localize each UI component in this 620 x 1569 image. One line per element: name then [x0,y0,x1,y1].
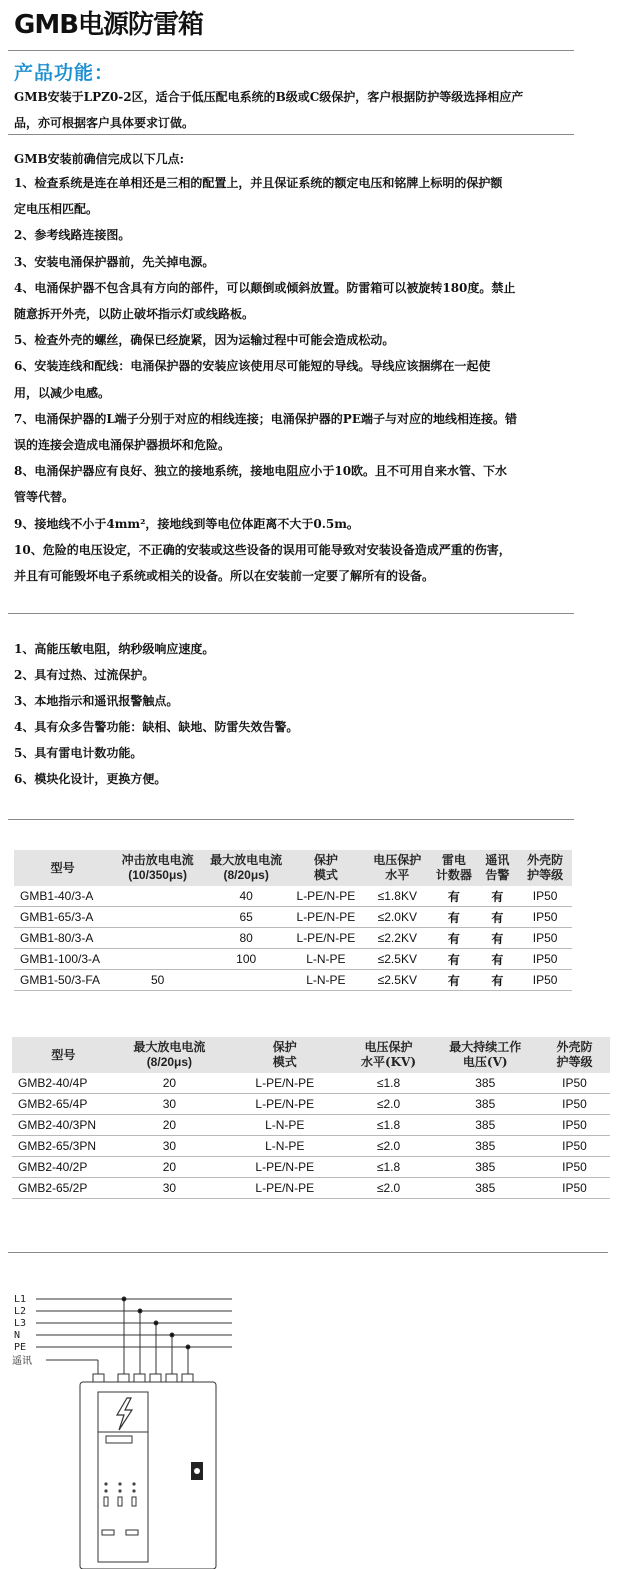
divider [8,613,574,614]
col-header-ip: 外壳防 护等级 [539,1037,610,1073]
col-header-mode: 保护 模式 [224,1037,346,1073]
spec-table-gmb2 [12,1037,610,1199]
cell-model: GMB1-65/3-A [14,907,111,928]
feature-item: 2、具有过热、过流保护。 [14,668,155,682]
table-row [12,1136,610,1157]
lock-keyhole [194,1468,200,1474]
cell-ip: IP50 [539,1115,610,1136]
cell-ip: IP50 [539,1073,610,1094]
cell-counter: 有 [431,970,476,991]
table-row [12,1094,610,1115]
cell-max: 80 [204,928,288,949]
cell-vp: ≤1.8 [346,1073,432,1094]
col-header-counter: 雷电 计数器 [431,850,476,886]
cell-mode: L-PE/N-PE [288,886,363,907]
cell-mode: L-PE/N-PE [224,1178,346,1199]
cell-counter: 有 [431,907,476,928]
cell-counter: 有 [431,928,476,949]
feature-item: 5、具有雷电计数功能。 [14,746,143,760]
cell-model: GMB2-40/4P [12,1073,115,1094]
cell-ip: IP50 [539,1157,610,1178]
cell-model: GMB2-65/2P [12,1178,115,1199]
divider [8,134,574,135]
install-notes-title: GMB安装前确信完成以下几点: [14,152,185,166]
wire-label-n: N [14,1330,21,1341]
install-note-line: 3、安装电涌保护器前，先关掉电源。 [14,254,215,269]
cell-vp: ≤2.0 [346,1178,432,1199]
cell-mode: L-N-PE [224,1115,346,1136]
bus-lines [36,1299,232,1374]
table-row [14,886,572,907]
product-features-list [14,636,298,792]
install-note-line: 9、接地线不小于4mm²，接地线到等电位体距离不大于0.5m。 [14,516,359,531]
install-notes-list [14,170,576,589]
col-header-model: 型号 [14,850,111,886]
section-heading: 产品功能： [14,62,115,84]
page-title: GMB电源防雷箱 [14,10,204,40]
cell-vp: ≤1.8KV [363,886,431,907]
cell-vp: ≤2.0 [346,1136,432,1157]
cell-impulse [111,886,204,907]
cell-mode: L-PE/N-PE [224,1094,346,1115]
intro-line: GMB安装于LPZ0-2区，适合于低压配电系统的B级或C级保护，客户根据防护等级选择相应产 [14,90,524,104]
cell-cont: 385 [431,1073,539,1094]
cell-vp: ≤2.0KV [363,907,431,928]
table-row [12,1073,610,1094]
cell-model: GMB2-40/2P [12,1157,115,1178]
cell-ip: IP50 [539,1136,610,1157]
cell-model: GMB1-100/3-A [14,949,111,970]
cell-mode: L-PE/N-PE [288,907,363,928]
col-header-max-current: 最大放电电流 (8/20μs) [204,850,288,886]
wire-label-l2: L2 [14,1306,27,1317]
cell-model: GMB2-40/3PN [12,1115,115,1136]
cell-max: 30 [115,1178,224,1199]
cell-mode: L-PE/N-PE [224,1073,346,1094]
table-row [14,928,572,949]
cell-ip: IP50 [539,1094,610,1115]
install-note-line: 8、电涌保护器应有良好、独立的接地系统，接地电阻应小于10欧。且不可用自来水管、下水 [14,464,508,479]
feature-item: 6、模块化设计，更换方便。 [14,772,167,786]
cell-ip: IP50 [518,886,572,907]
table-row [12,1157,610,1178]
cell-remote: 有 [477,886,519,907]
cell-max: 20 [115,1073,224,1094]
cell-model: GMB2-65/3PN [12,1136,115,1157]
table-header-row [14,850,572,886]
wiring-diagram [0,1284,620,1569]
spec-table-gmb1 [14,850,572,991]
cell-cont: 385 [431,1136,539,1157]
cell-remote: 有 [477,907,519,928]
cell-impulse [111,928,204,949]
cell-ip: IP50 [539,1178,610,1199]
cell-max: 40 [204,886,288,907]
table-row [12,1115,610,1136]
install-note-line: 随意拆开外壳，以防止破坏指示灯或线路板。 [14,307,255,322]
install-note-line: 用，以减少电感。 [14,385,111,400]
cell-impulse [111,907,204,928]
cell-cont: 385 [431,1178,539,1199]
table-row [14,907,572,928]
col-header-impulse: 冲击放电电流 (10/350μs) [111,850,204,886]
col-header-voltage-protection: 电压保护 水平(KV) [346,1037,432,1073]
cell-remote: 有 [477,928,519,949]
col-header-mode: 保护 模式 [288,850,363,886]
feature-item: 4、具有众多告警功能：缺相、缺地、防雷失效告警。 [14,720,299,734]
cell-vp: ≤2.0 [346,1094,432,1115]
cell-max: 100 [204,949,288,970]
intro-line: 品，亦可根据客户具体要求订做。 [14,116,195,130]
col-header-model: 型号 [12,1037,115,1073]
install-note-line: 管等代替。 [14,490,75,505]
surge-module [98,1392,148,1436]
install-note-line: 并且有可能毁坏电子系统或相关的设备。所以在安装前一定要了解所有的设备。 [14,569,435,584]
table-header-row [12,1037,610,1073]
cell-ip: IP50 [518,970,572,991]
col-header-continuous-voltage: 最大持续工作 电压(V) [431,1037,539,1073]
cell-ip: IP50 [518,949,572,970]
install-note-line: 2、参考线路连接图。 [14,228,131,243]
cell-mode: L-PE/N-PE [224,1157,346,1178]
table-row [12,1178,610,1199]
cell-vp: ≤1.8 [346,1157,432,1178]
cell-max: 20 [115,1115,224,1136]
cell-mode: L-N-PE [288,949,363,970]
install-note-line: 7、电涌保护器的L端子分别于对应的相线连接；电涌保护器的PE端子与对应的地线相连接。错 [14,411,517,426]
wire-label-pe: PE [14,1342,27,1353]
install-note-line: 1、检查系统是连在单相还是三相的配置上，并且保证系统的额定电压和铭牌上标明的保护额 [14,176,503,190]
cell-model: GMB1-80/3-A [14,928,111,949]
cell-ip: IP50 [518,907,572,928]
feature-item: 1、高能压敏电阻，纳秒级响应速度。 [14,642,215,656]
cell-vp: ≤2.5KV [363,970,431,991]
install-note-line: 误的连接会造成电涌保护器损坏和危险。 [14,438,231,453]
table-row [14,970,572,991]
cell-counter: 有 [431,886,476,907]
col-header-max-current: 最大放电电流 (8/20μs) [115,1037,224,1073]
divider [8,1252,608,1253]
cell-vp: ≤2.2KV [363,928,431,949]
col-header-voltage-protection: 电压保护 水平 [363,850,431,886]
cell-impulse: 50 [111,970,204,991]
cell-remote: 有 [477,949,519,970]
col-header-ip: 外壳防 护等级 [518,850,572,886]
cell-vp: ≤2.5KV [363,949,431,970]
install-note-line: 4、电涌保护器不包含具有方向的部件，可以颠倒或倾斜放置。防雷箱可以被旋转180度。禁止 [14,280,516,295]
cell-model: GMB1-40/3-A [14,886,111,907]
cell-ip: IP50 [518,928,572,949]
wire-label-l3: L3 [14,1318,27,1329]
cell-mode: L-N-PE [288,970,363,991]
wire-label-l1: L1 [14,1294,27,1305]
cell-max: 20 [115,1157,224,1178]
cell-mode: L-N-PE [224,1136,346,1157]
cell-mode: L-PE/N-PE [288,928,363,949]
install-note-line: 定电压相匹配。 [14,202,99,217]
table-row [14,949,572,970]
counter-display [106,1436,132,1443]
cell-model: GMB2-65/4P [12,1094,115,1115]
cell-max: 30 [115,1094,224,1115]
cell-impulse [111,949,204,970]
cell-model: GMB1-50/3-FA [14,970,111,991]
cell-cont: 385 [431,1094,539,1115]
cell-cont: 385 [431,1115,539,1136]
install-note-line: 6、安装连线和配线：电涌保护器的安装应该使用尽可能短的导线。导线应该捆绑在一起使 [14,359,491,374]
feature-item: 3、本地指示和遥讯报警触点。 [14,694,179,708]
wire-label-remote: 遥讯 [12,1356,32,1367]
cell-max: 30 [115,1136,224,1157]
install-note-line: 5、检查外壳的螺丝，确保已经旋紧，因为运输过程中可能会造成松动。 [14,333,395,348]
cell-max: 65 [204,907,288,928]
cell-cont: 385 [431,1157,539,1178]
cell-vp: ≤1.8 [346,1115,432,1136]
install-note-line: 10、危险的电压设定，不正确的安装或这些设备的误用可能导致对安装设备造成严重的伤害， [14,542,511,557]
cell-counter: 有 [431,949,476,970]
cell-remote: 有 [477,970,519,991]
intro-paragraph [14,84,576,136]
divider [8,819,574,820]
cell-max [204,970,288,991]
col-header-remote: 遥讯 告警 [477,850,519,886]
divider [8,50,574,51]
